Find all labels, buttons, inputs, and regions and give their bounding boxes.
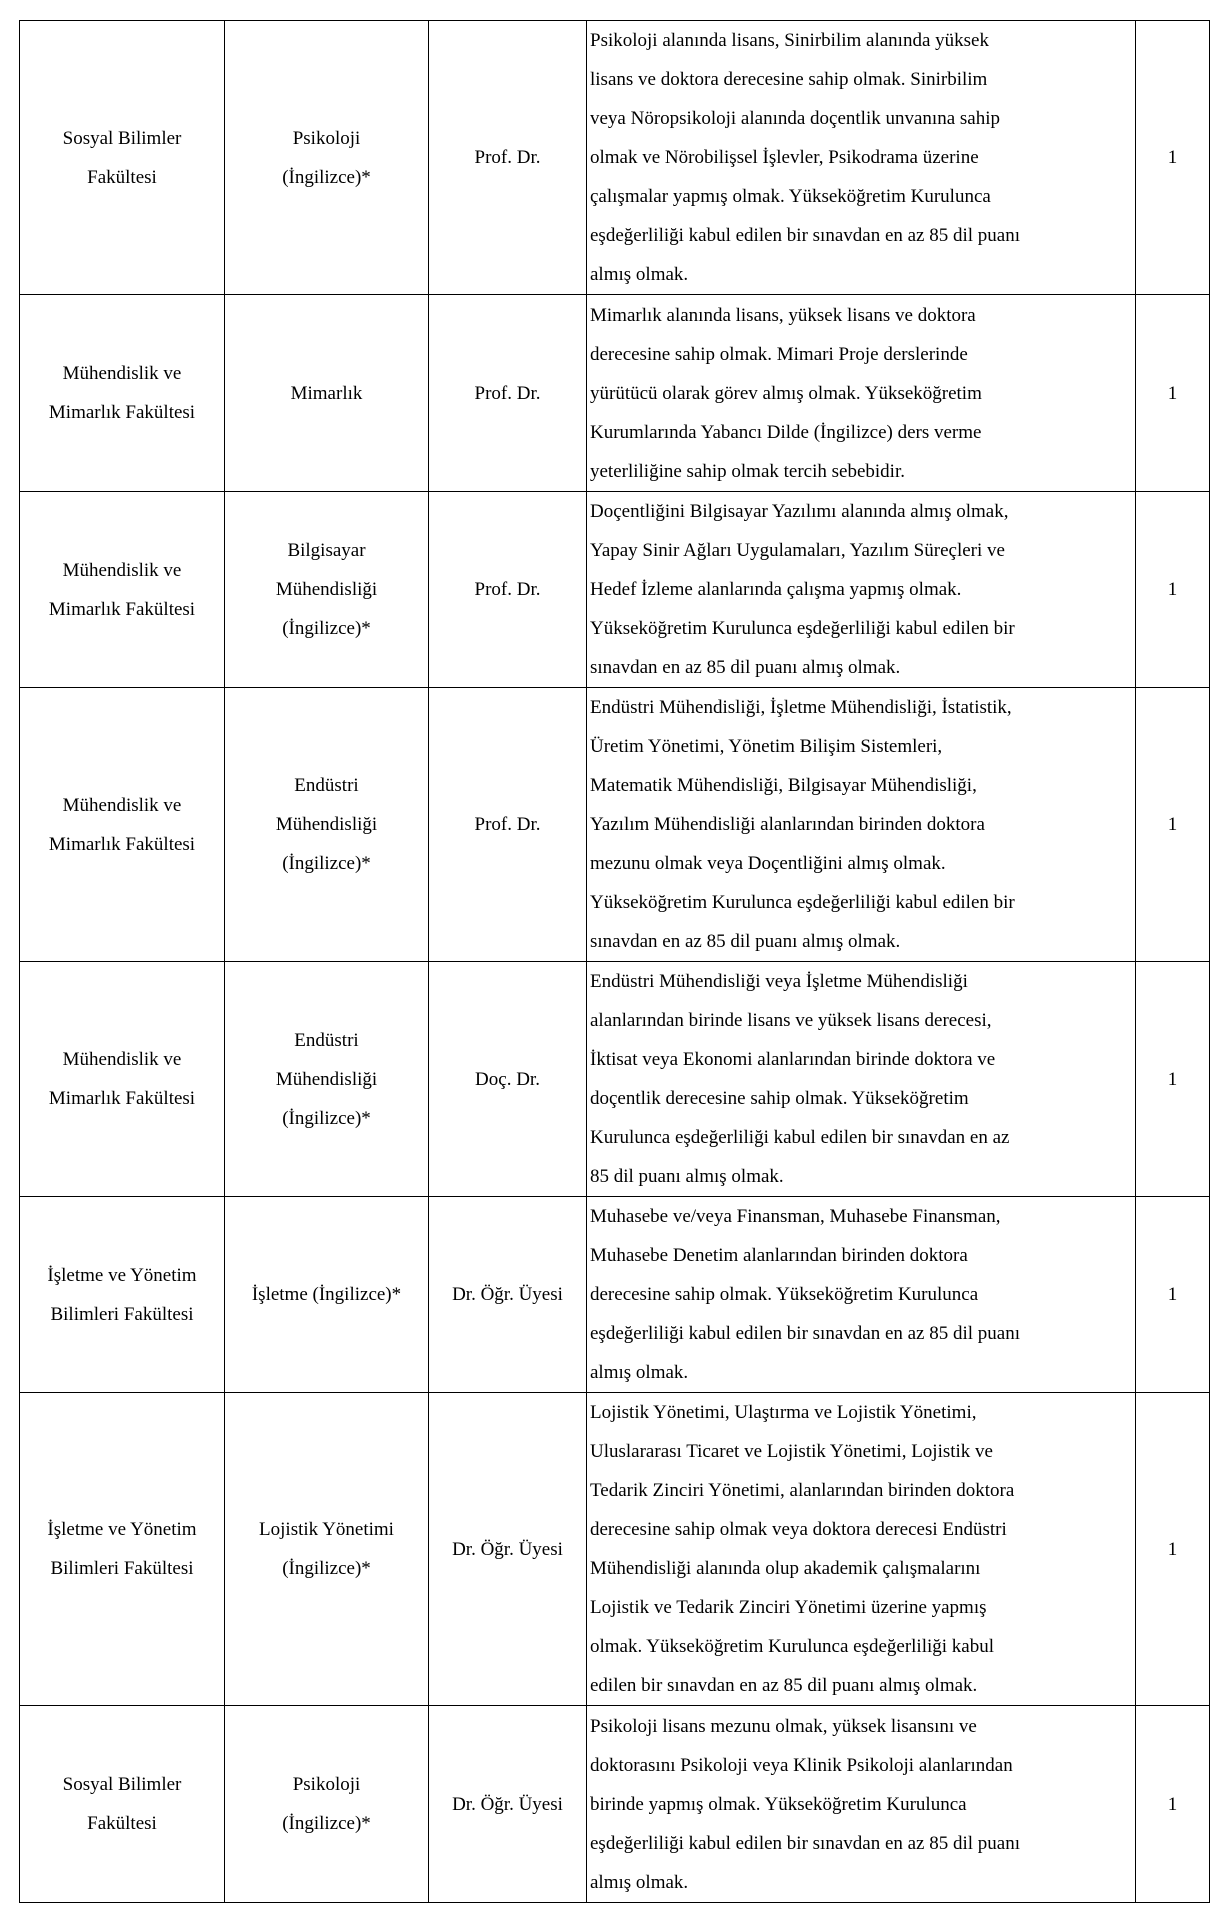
faculty-cell-line: Fakültesi <box>87 166 157 188</box>
requirements-cell-line: lisans ve doktora derecesine sahip olmak. Sinirbilim <box>590 69 988 90</box>
table-row <box>20 295 1210 492</box>
faculty-cell-line: Sosyal Bilimler <box>62 127 182 149</box>
title-cell: Doç. Dr. <box>429 962 587 1197</box>
requirements-cell-line: doçentlik derecesine sahip olmak. Yükseköğretim <box>590 1088 969 1109</box>
faculty-cell <box>20 21 225 295</box>
requirements-cell <box>587 962 1136 1197</box>
requirements-cell-line: Kurumlarında Yabancı Dilde (İngilizce) ders verme <box>590 421 982 443</box>
requirements-cell-line: Psikoloji lisans mezunu olmak, yüksek lisansını ve <box>590 1715 977 1737</box>
title-cell: Dr. Öğr. Üyesi <box>429 1197 587 1393</box>
faculty-cell-line: Mimarlık Fakültesi <box>48 402 196 423</box>
requirements-cell-line: Yazılım Mühendisliği alanlarından birinden doktora <box>590 814 985 835</box>
requirements-cell-line: eşdeğerliliği kabul edilen bir sınavdan en az 85 dil puanı <box>590 1832 1021 1854</box>
table-row <box>20 1393 1210 1706</box>
faculty-cell-line: İşletme ve Yönetim <box>47 1264 197 1286</box>
faculty-cell-line: Mühendislik ve <box>62 363 182 384</box>
requirements-cell-line: birinde yapmış olmak. Yükseköğretim Kurulunca <box>590 1793 967 1815</box>
faculty-cell-line: Sosyal Bilimler <box>62 1774 182 1795</box>
faculty-cell-line: Mühendislik ve <box>62 559 182 581</box>
program-cell-line: (İngilizce)* <box>282 1107 371 1129</box>
program-cell-line: (İngilizce)* <box>282 618 371 639</box>
requirements-cell-line: Lojistik Yönetimi, Ulaştırma ve Lojistik Yönetimi, <box>590 1402 977 1423</box>
count-cell: 1 <box>1136 688 1210 962</box>
requirements-cell-line: mezunu olmak veya Doçentliğini almış olmak. <box>590 853 946 874</box>
requirements-cell-line: Üretim Yönetimi, Yönetim Bilişim Sistemleri, <box>590 736 943 757</box>
table-row <box>20 492 1210 688</box>
faculty-cell <box>20 1706 225 1903</box>
requirements-cell <box>587 1197 1136 1393</box>
faculty-cell-line: Bilimleri Fakültesi <box>50 1303 194 1325</box>
faculty-cell-line: Mühendislik ve <box>62 1049 182 1070</box>
faculty-cell-line: Mimarlık Fakültesi <box>48 833 196 855</box>
requirements-cell-line: Yükseköğretim Kurulunca eşdeğerliliği kabul edilen bir <box>590 618 1015 639</box>
count-cell: 1 <box>1136 295 1210 492</box>
program-cell <box>225 1393 429 1706</box>
count-cell: 1 <box>1136 962 1210 1197</box>
count-cell: 1 <box>1136 492 1210 688</box>
faculty-cell <box>20 962 225 1197</box>
faculty-cell-line: Bilimleri Fakültesi <box>50 1558 194 1579</box>
requirements-cell-line: almış olmak. <box>590 1362 689 1383</box>
requirements-cell-line: alanlarından birinde lisans ve yüksek lisans derecesi, <box>590 1010 992 1031</box>
requirements-cell-line: çalışmalar yapmış olmak. Yükseköğretim Kurulunca <box>590 186 991 207</box>
program-cell-line: Mühendisliği <box>275 814 378 835</box>
faculty-cell-line: Mühendislik ve <box>62 794 182 816</box>
requirements-cell-line: derecesine sahip olmak. Mimari Proje derslerinde <box>590 343 968 365</box>
program-cell <box>225 962 429 1197</box>
title-cell: Dr. Öğr. Üyesi <box>429 1393 587 1706</box>
requirements-cell <box>587 688 1136 962</box>
requirements-cell-line: Endüstri Mühendisliği, İşletme Mühendisliği, İstatistik, <box>590 697 1012 718</box>
requirements-cell-line: yeterliliğine sahip olmak tercih sebebidir. <box>590 460 905 482</box>
program-cell-line: (İngilizce)* <box>282 1813 371 1834</box>
requirements-cell-line: veya Nöropsikoloji alanında doçentlik unvanına sahip <box>590 108 1000 129</box>
requirements-cell-line: Yükseköğretim Kurulunca eşdeğerliliği kabul edilen bir <box>590 892 1015 913</box>
requirements-cell-line: Kurulunca eşdeğerliliği kabul edilen bir sınavdan en az <box>590 1127 1010 1148</box>
count-cell: 1 <box>1136 1706 1210 1903</box>
title-cell: Dr. Öğr. Üyesi <box>429 1706 587 1903</box>
requirements-cell-line: Muhasebe ve/veya Finansman, Muhasebe Finansman, <box>590 1206 1001 1227</box>
program-cell-line: Psikoloji <box>292 1774 361 1795</box>
count-cell: 1 <box>1136 21 1210 295</box>
requirements-cell-line: derecesine sahip olmak veya doktora derecesi Endüstri <box>590 1519 1007 1540</box>
requirements-cell-line: Endüstri Mühendisliği veya İşletme Mühendisliği <box>590 971 968 992</box>
requirements-cell-line: Matematik Mühendisliği, Bilgisayar Mühendisliği, <box>590 775 977 796</box>
program-cell-line: Mimarlık <box>290 382 363 404</box>
table-row <box>20 688 1210 962</box>
requirements-cell-line: almış olmak. <box>590 264 689 285</box>
table-row <box>20 962 1210 1197</box>
program-cell-line: Lojistik Yönetimi <box>259 1519 394 1540</box>
faculty-cell <box>20 1197 225 1393</box>
requirements-cell-line: edilen bir sınavdan en az 85 dil puanı almış olmak. <box>590 1675 978 1696</box>
title-cell: Prof. Dr. <box>429 492 587 688</box>
faculty-cell <box>20 295 225 492</box>
requirements-cell-line: sınavdan en az 85 dil puanı almış olmak. <box>590 931 901 952</box>
requirements-cell-line: sınavdan en az 85 dil puanı almış olmak. <box>590 657 901 678</box>
requirements-cell-line: almış olmak. <box>590 1871 689 1893</box>
program-cell <box>225 295 429 492</box>
faculty-cell-line: Mimarlık Fakültesi <box>48 598 196 620</box>
requirements-cell <box>587 1393 1136 1706</box>
requirements-cell-line: İktisat veya Ekonomi alanlarından birinde doktora ve <box>590 1049 996 1070</box>
requirements-cell-line: yürütücü olarak görev almış olmak. Yükseköğretim <box>590 382 982 404</box>
requirements-cell-line: Lojistik ve Tedarik Zinciri Yönetimi üzerine yapmış <box>590 1597 987 1618</box>
program-cell <box>225 688 429 962</box>
program-cell-line: Mühendisliği <box>275 1068 378 1090</box>
program-cell-line: Psikoloji <box>292 127 361 149</box>
requirements-cell-line: Yapay Sinir Ağları Uygulamaları, Yazılım Süreçleri ve <box>590 540 1005 561</box>
requirements-cell <box>587 492 1136 688</box>
requirements-cell-line: 85 dil puanı almış olmak. <box>590 1166 784 1187</box>
requirements-cell-line: olmak. Yükseköğretim Kurulunca eşdeğerliliği kabul <box>590 1636 995 1657</box>
count-cell: 1 <box>1136 1393 1210 1706</box>
requirements-cell-line: Mühendisliği alanında olup akademik çalışmalarını <box>590 1558 981 1579</box>
title-cell: Prof. Dr. <box>429 688 587 962</box>
program-cell-line: (İngilizce)* <box>282 166 371 188</box>
requirements-cell-line: derecesine sahip olmak. Yükseköğretim Kurulunca <box>590 1284 979 1305</box>
positions-table <box>19 20 1210 1903</box>
requirements-cell-line: Muhasebe Denetim alanlarından birinden doktora <box>590 1245 968 1266</box>
count-cell: 1 <box>1136 1197 1210 1393</box>
requirements-cell <box>587 295 1136 492</box>
program-cell-line: İşletme (İngilizce)* <box>251 1284 402 1305</box>
faculty-cell-line: Fakültesi <box>87 1813 157 1834</box>
faculty-cell <box>20 1393 225 1706</box>
requirements-cell <box>587 1706 1136 1903</box>
table-row <box>20 1706 1210 1903</box>
requirements-cell-line: Hedef İzleme alanlarında çalışma yapmış olmak. <box>590 579 962 600</box>
faculty-cell <box>20 492 225 688</box>
table-row <box>20 1197 1210 1393</box>
program-cell-line: (İngilizce)* <box>282 853 371 874</box>
program-cell <box>225 1706 429 1903</box>
table-row <box>20 21 1210 295</box>
program-cell-line: Endüstri <box>294 775 359 796</box>
faculty-cell-line: İşletme ve Yönetim <box>47 1519 197 1540</box>
program-cell-line: Bilgisayar <box>287 540 366 561</box>
requirements-cell-line: Psikoloji alanında lisans, Sinirbilim alanında yüksek <box>590 30 989 51</box>
program-cell-line: Mühendisliği <box>275 579 378 600</box>
requirements-cell-line: Tedarik Zinciri Yönetimi, alanlarından birinden doktora <box>590 1480 1015 1501</box>
program-cell <box>225 1197 429 1393</box>
faculty-cell <box>20 688 225 962</box>
title-cell: Prof. Dr. <box>429 295 587 492</box>
requirements-cell-line: doktorasını Psikoloji veya Klinik Psikoloji alanlarından <box>590 1754 1013 1776</box>
positions-table-body <box>20 21 1210 1903</box>
requirements-cell <box>587 21 1136 295</box>
program-cell-line: (İngilizce)* <box>282 1558 371 1579</box>
faculty-cell-line: Mimarlık Fakültesi <box>48 1088 196 1109</box>
requirements-cell-line: Mimarlık alanında lisans, yüksek lisans ve doktora <box>590 304 976 326</box>
requirements-cell-line: eşdeğerliliği kabul edilen bir sınavdan en az 85 dil puanı <box>590 1323 1021 1344</box>
program-cell-line: Endüstri <box>294 1029 359 1051</box>
requirements-cell-line: Uluslararası Ticaret ve Lojistik Yönetimi, Lojistik ve <box>590 1441 993 1462</box>
requirements-cell-line: olmak ve Nörobilişsel İşlevler, Psikodrama üzerine <box>590 147 979 168</box>
requirements-cell-line: eşdeğerliliği kabul edilen bir sınavdan en az 85 dil puanı <box>590 225 1021 246</box>
requirements-cell-line: Doçentliğini Bilgisayar Yazılımı alanında almış olmak, <box>590 501 1009 522</box>
title-cell: Prof. Dr. <box>429 21 587 295</box>
program-cell <box>225 492 429 688</box>
program-cell <box>225 21 429 295</box>
